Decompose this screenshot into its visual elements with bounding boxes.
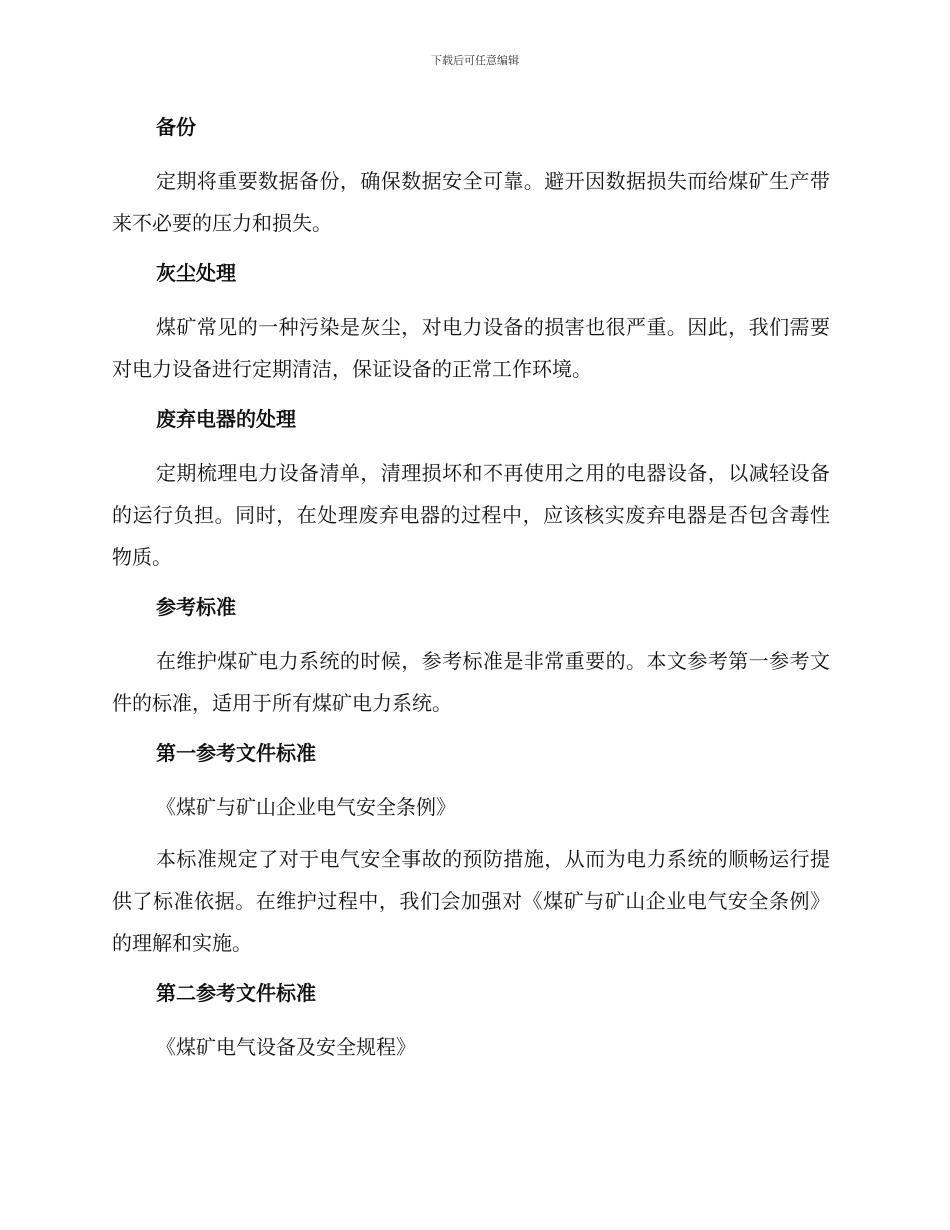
heading-first-reference: 第一参考文件标准 — [156, 741, 316, 765]
paragraph-first-reference: 本标准规定了对于电气安全事故的预防措施，从而为电力系统的顺畅运行提供了标准依据。在维护过程中，我们会加强对《煤矿与矿山企业电气安全条例》的理解和实施。 — [112, 847, 830, 955]
paragraph-dust: 煤矿常见的一种污染是灰尘，对电力设备的损害也很严重。因此，我们需要对电力设备进行定期清洁，保证设备的正常工作环境。 — [112, 315, 830, 381]
heading-disposal: 废弃电器的处理 — [156, 407, 296, 431]
heading-dust: 灰尘处理 — [156, 261, 236, 285]
page-header: 下载后可任意编辑 — [431, 54, 519, 67]
first-reference-document: 《煤矿与矿山企业电气安全条例》 — [156, 795, 456, 819]
heading-second-reference: 第二参考文件标准 — [156, 981, 316, 1005]
document-body — [112, 108, 830, 1078]
second-reference-document: 《煤矿电气设备及安全规程》 — [156, 1035, 416, 1059]
paragraph-disposal: 定期梳理电力设备清单，清理损坏和不再使用之用的电器设备，以减轻设备的运行负担。同时，在处理废弃电器的过程中，应该核实废弃电器是否包含毒性物质。 — [112, 461, 830, 569]
paragraph-backup: 定期将重要数据备份，确保数据安全可靠。避开因数据损失而给煤矿生产带来不必要的压力和损失。 — [112, 169, 830, 235]
paragraph-standards: 在维护煤矿电力系统的时候，参考标准是非常重要的。本文参考第一参考文件的标准，适用于所有煤矿电力系统。 — [112, 649, 830, 715]
heading-backup: 备份 — [156, 115, 196, 139]
heading-standards: 参考标准 — [156, 595, 236, 619]
